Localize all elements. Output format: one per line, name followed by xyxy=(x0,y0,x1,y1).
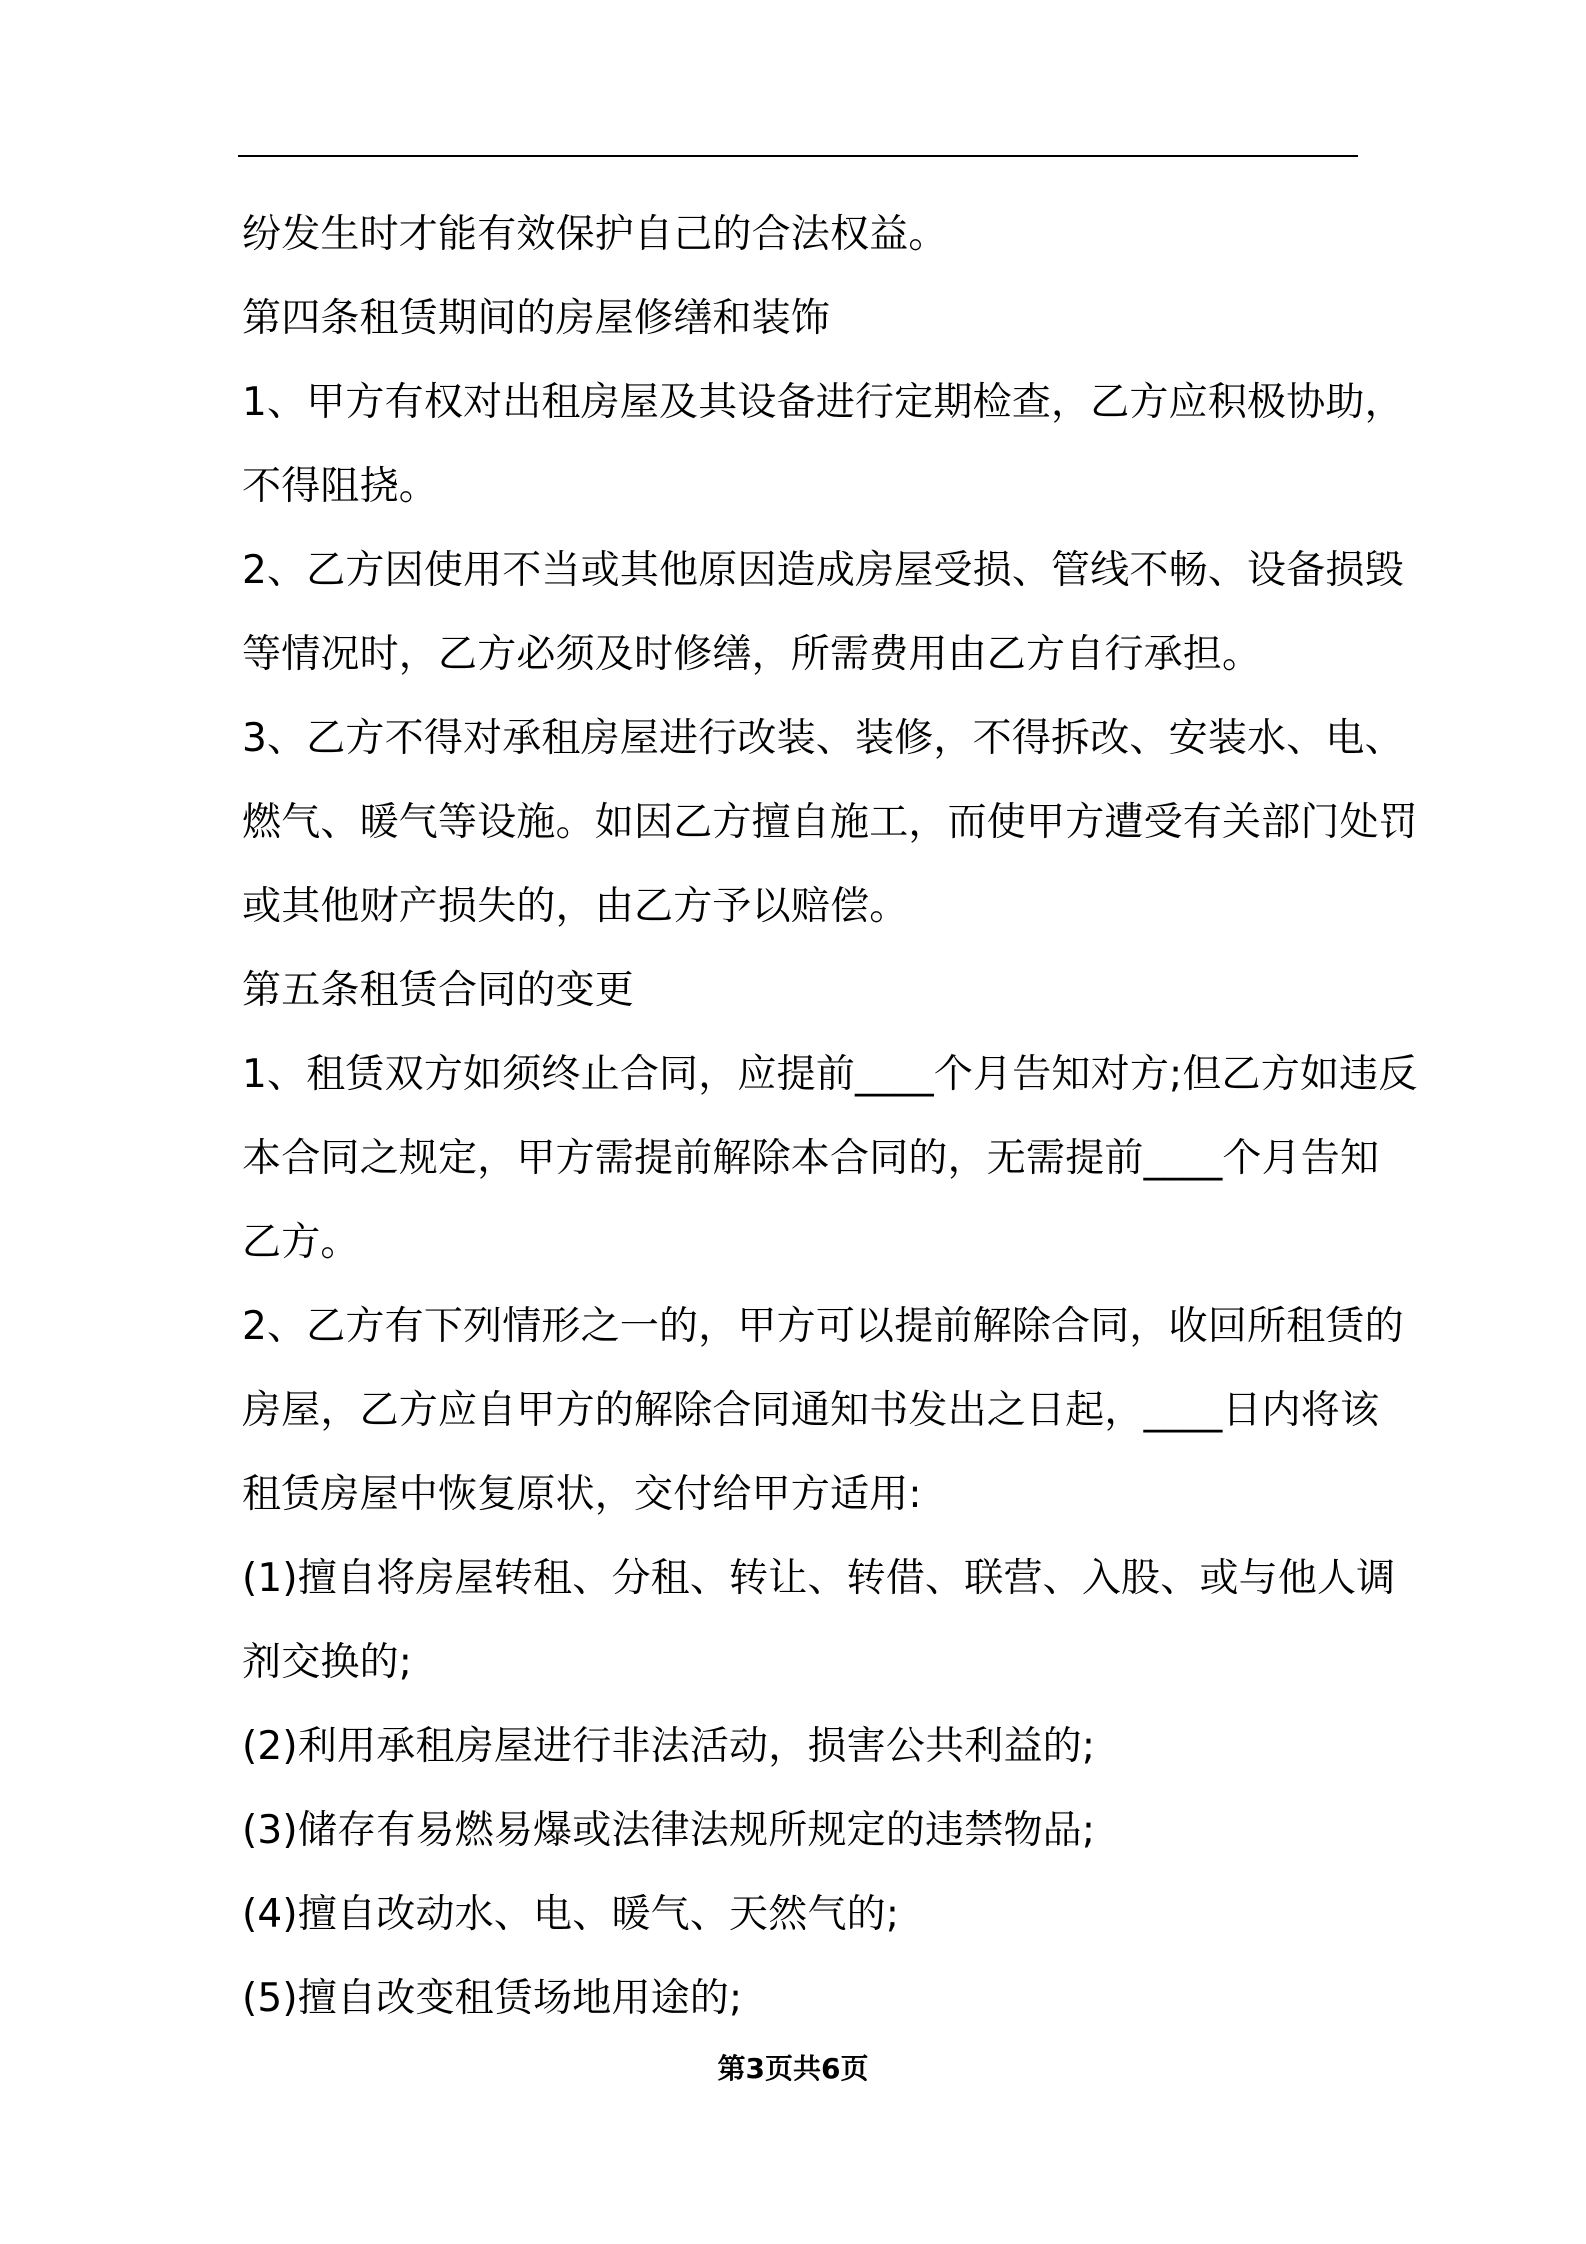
list-item: (1)擅自将房屋转租、分租、转让、转借、联营、入股、或与他人调 xyxy=(242,1556,1396,1601)
text-line: 不得阻挠。 xyxy=(242,464,439,509)
text-line: 剂交换的; xyxy=(242,1640,413,1685)
header-rule xyxy=(238,155,1358,157)
text-line: 2、乙方因使用不当或其他原因造成房屋受损、管线不畅、设备损毁 xyxy=(242,548,1404,593)
text-line: 3、乙方不得对承租房屋进行改装、装修，不得拆改、安装水、电、 xyxy=(242,716,1404,761)
section-heading: 第四条租赁期间的房屋修缮和装饰 xyxy=(242,296,831,341)
text-line: 等情况时，乙方必须及时修缮，所需费用由乙方自行承担。 xyxy=(242,632,1262,677)
document-body xyxy=(242,193,1419,2041)
text-line: 1、甲方有权对出租房屋及其设备进行定期检查，乙方应积极协助， xyxy=(242,380,1404,425)
text-line: 租赁房屋中恢复原状，交付给甲方适用: xyxy=(242,1472,922,1517)
text-line: 燃气、暖气等设施。如因乙方擅自施工，而使甲方遭受有关部门处罚 xyxy=(242,800,1419,845)
list-item: (5)擅自改变租赁场地用途的; xyxy=(242,1976,743,2021)
text-line: 房屋，乙方应自甲方的解除合同通知书发出之日起，____日内将该 xyxy=(242,1388,1380,1433)
text-line: 本合同之规定，甲方需提前解除本合同的，无需提前____个月告知 xyxy=(242,1136,1380,1181)
section-heading: 第五条租赁合同的变更 xyxy=(242,968,635,1013)
list-item: (4)擅自改动水、电、暖气、天然气的; xyxy=(242,1892,900,1937)
text-line: 乙方。 xyxy=(242,1220,360,1265)
list-item: (3)储存有易燃易爆或法律法规所规定的违禁物品; xyxy=(242,1808,1096,1853)
list-item: (2)利用承租房屋进行非法活动，损害公共利益的; xyxy=(242,1724,1096,1769)
text-line: 2、乙方有下列情形之一的，甲方可以提前解除合同，收回所租赁的 xyxy=(242,1304,1404,1349)
text-line: 1、租赁双方如须终止合同，应提前____个月告知对方;但乙方如违反 xyxy=(242,1052,1418,1097)
page-number: 第3页共6页 xyxy=(717,2052,869,2085)
text-line: 纷发生时才能有效保护自己的合法权益。 xyxy=(242,212,948,257)
text-line: 或其他财产损失的，由乙方予以赔偿。 xyxy=(242,884,909,929)
